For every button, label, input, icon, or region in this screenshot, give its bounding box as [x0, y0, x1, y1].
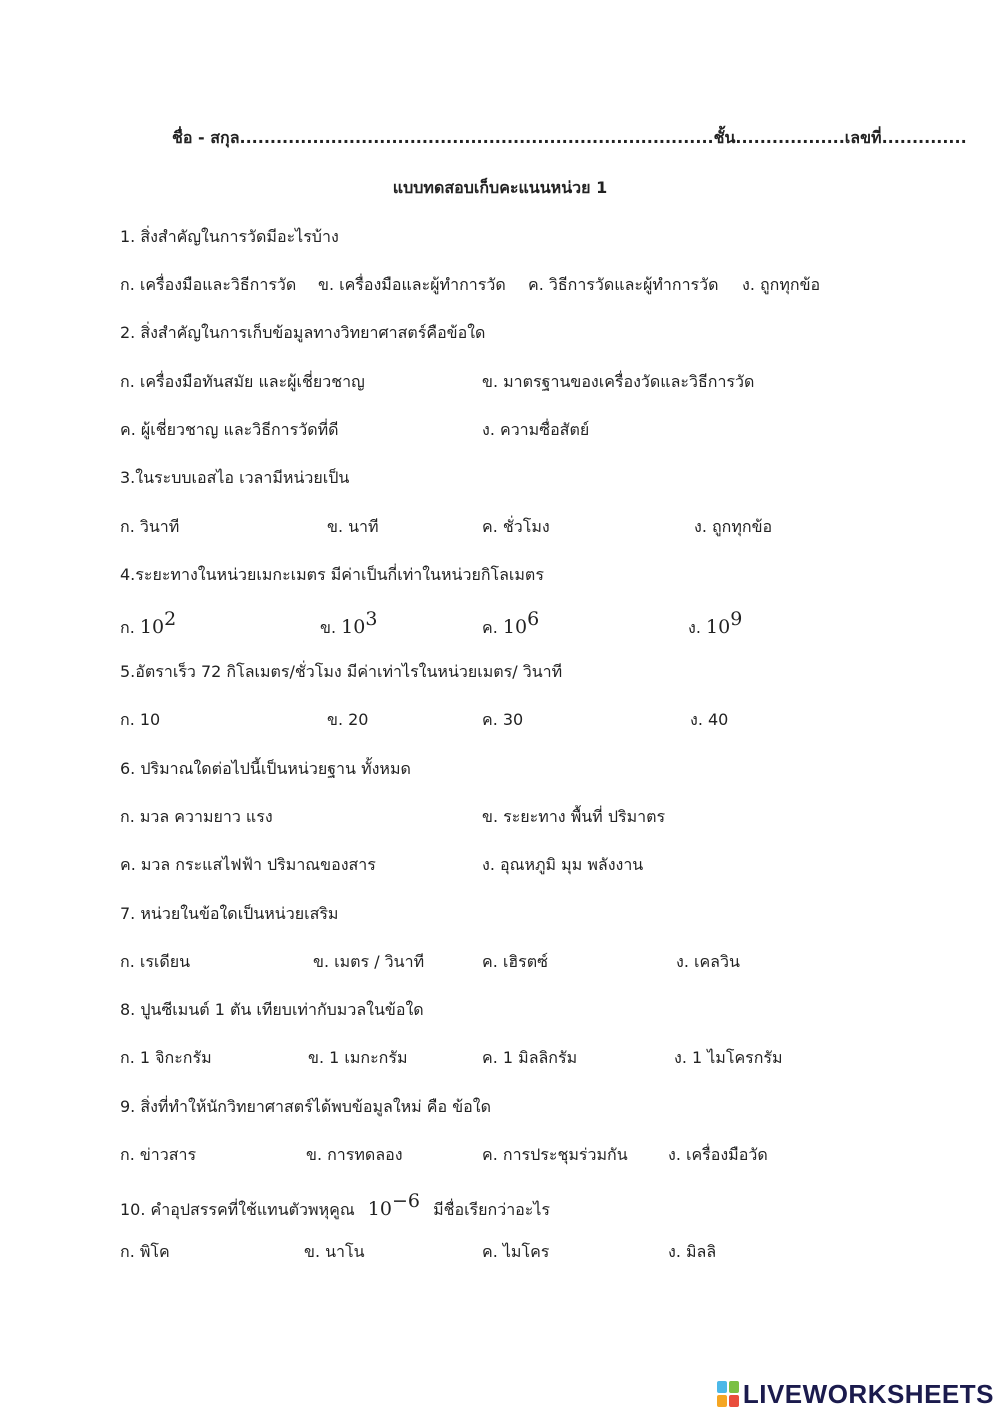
- question-4: 4.ระยะทางในหน่วยเมกะเมตร มีค่าเป็นกี่เท่าในหน่วยกิโลเมตร: [120, 565, 544, 584]
- q4-option-a-label: ก.: [120, 618, 135, 637]
- student-info-line: ชื่อ - สกุล..............................................................................ชั้น..................เลขที่..............: [172, 128, 967, 147]
- q4-option-b-label: ข.: [320, 618, 337, 637]
- q4-option-c-exponent: 6: [527, 608, 540, 630]
- q2-option-d[interactable]: ง. ความซื่อสัตย์: [482, 420, 590, 439]
- q6-option-d[interactable]: ง. อุณหภูมิ มุม พลังงาน: [482, 855, 644, 874]
- q7-option-a[interactable]: ก. เรเดียน: [120, 952, 191, 971]
- q9-option-d[interactable]: ง. เครื่องมือวัด: [668, 1145, 768, 1164]
- liveworksheets-logo[interactable]: [717, 1379, 994, 1409]
- q5-option-c[interactable]: ค. 30: [482, 710, 524, 729]
- logo-text: LIVEWORKSHEETS: [742, 1378, 994, 1409]
- q6-option-b[interactable]: ข. ระยะทาง พื้นที่ ปริมาตร: [482, 807, 666, 826]
- q4-option-d-label: ง.: [688, 618, 701, 637]
- q4-option-c[interactable]: [482, 608, 539, 641]
- q3-option-d[interactable]: ง. ถูกทุกข้อ: [694, 517, 773, 536]
- q2-option-a[interactable]: ก. เครื่องมือทันสมัย และผู้เชี่ยวชาญ: [120, 372, 365, 391]
- page-title: แบบทดสอบเก็บคะแนนหน่วย 1: [392, 178, 608, 197]
- q4-option-a-exponent: 2: [164, 608, 177, 630]
- q4-option-c-label: ค.: [482, 618, 498, 637]
- question-10-text: 10. คำอุปสรรคที่ใช้แทนตัวพหุคูณ: [120, 1200, 355, 1219]
- question-8: 8. ปูนซีเมนต์ 1 ตัน เทียบเท่ากับมวลในข้อใด: [120, 1000, 424, 1019]
- q1-option-d[interactable]: ง. ถูกทุกข้อ: [742, 275, 821, 294]
- q4-option-d-exponent: 9: [730, 608, 743, 630]
- q5-option-d[interactable]: ง. 40: [690, 710, 729, 729]
- q9-option-a[interactable]: ก. ข่าวสาร: [120, 1145, 197, 1164]
- q6-option-a[interactable]: ก. มวล ความยาว แรง: [120, 807, 273, 826]
- question-10-text-after: มีชื่อเรียกว่าอะไร: [433, 1200, 551, 1219]
- question-10: [120, 1190, 550, 1223]
- q10-option-a[interactable]: ก. พิโค: [120, 1242, 170, 1261]
- q8-option-c[interactable]: ค. 1 มิลลิกรัม: [482, 1048, 578, 1067]
- q7-option-d[interactable]: ง. เคลวิน: [676, 952, 740, 971]
- q10-option-c[interactable]: ค. ไมโคร: [482, 1242, 550, 1261]
- question-6: 6. ปริมาณใดต่อไปนี้เป็นหน่วยฐาน ทั้งหมด: [120, 759, 411, 778]
- question-10-math-exponent: −6: [391, 1190, 420, 1212]
- q7-option-c[interactable]: ค. เฮิรตซ์: [482, 952, 548, 971]
- q4-option-d-base: 10: [706, 616, 731, 638]
- question-9: 9. สิ่งที่ทำให้นักวิทยาศาสตร์ได้พบข้อมูลใหม่ คือ ข้อใด: [120, 1097, 491, 1116]
- q1-option-a[interactable]: ก. เครื่องมือและวิธีการวัด: [120, 275, 297, 294]
- q4-option-a[interactable]: [120, 608, 176, 641]
- q10-option-d[interactable]: ง. มิลลิ: [668, 1242, 717, 1261]
- q5-option-b[interactable]: ข. 20: [327, 710, 369, 729]
- q1-option-b[interactable]: ข. เครื่องมือและผู้ทำการวัด: [318, 275, 506, 294]
- q3-option-a[interactable]: ก. วินาที: [120, 517, 180, 536]
- q1-option-c[interactable]: ค. วิธีการวัดและผู้ทำการวัด: [528, 275, 719, 294]
- q3-option-c[interactable]: ค. ชั่วโมง: [482, 517, 550, 536]
- q8-option-d[interactable]: ง. 1 ไมโครกรัม: [674, 1048, 783, 1067]
- question-5: 5.อัตราเร็ว 72 กิโลเมตร/ชั่วโมง มีค่าเท่าไรในหน่วยเมตร/ วินาที: [120, 662, 563, 681]
- q5-option-a[interactable]: ก. 10: [120, 710, 161, 729]
- question-7: 7. หน่วยในข้อใดเป็นหน่วยเสริม: [120, 904, 339, 923]
- q9-option-c[interactable]: ค. การประชุมร่วมกัน: [482, 1145, 628, 1164]
- q4-option-b-base: 10: [341, 616, 366, 638]
- question-3: 3.ในระบบเอสไอ เวลามีหน่วยเป็น: [120, 468, 350, 487]
- q4-option-b[interactable]: [320, 608, 377, 641]
- question-1: 1. สิ่งสำคัญในการวัดมีอะไรบ้าง: [120, 227, 339, 246]
- question-10-math-base: 10: [367, 1198, 392, 1220]
- q10-option-b[interactable]: ข. นาโน: [304, 1242, 365, 1261]
- question-2: 2. สิ่งสำคัญในการเก็บข้อมูลทางวิทยาศาสตร์คือข้อใด: [120, 323, 486, 342]
- logo-mark-icon: [717, 1381, 739, 1407]
- q2-option-b[interactable]: ข. มาตรฐานของเครื่องวัดและวิธีการวัด: [482, 372, 755, 391]
- q6-option-c[interactable]: ค. มวล กระแสไฟฟ้า ปริมาณของสาร: [120, 855, 376, 874]
- q8-option-b[interactable]: ข. 1 เมกะกรัม: [308, 1048, 408, 1067]
- q2-option-c[interactable]: ค. ผู้เชี่ยวชาญ และวิธีการวัดที่ดี: [120, 420, 339, 439]
- q4-option-a-base: 10: [139, 616, 165, 638]
- q3-option-b[interactable]: ข. นาที: [327, 517, 379, 536]
- q8-option-a[interactable]: ก. 1 จิกะกรัม: [120, 1048, 212, 1067]
- q4-option-b-exponent: 3: [365, 608, 378, 630]
- q4-option-d[interactable]: [688, 608, 742, 641]
- q7-option-b[interactable]: ข. เมตร / วินาที: [313, 952, 425, 971]
- q9-option-b[interactable]: ข. การทดลอง: [306, 1145, 403, 1164]
- q4-option-c-base: 10: [502, 616, 528, 638]
